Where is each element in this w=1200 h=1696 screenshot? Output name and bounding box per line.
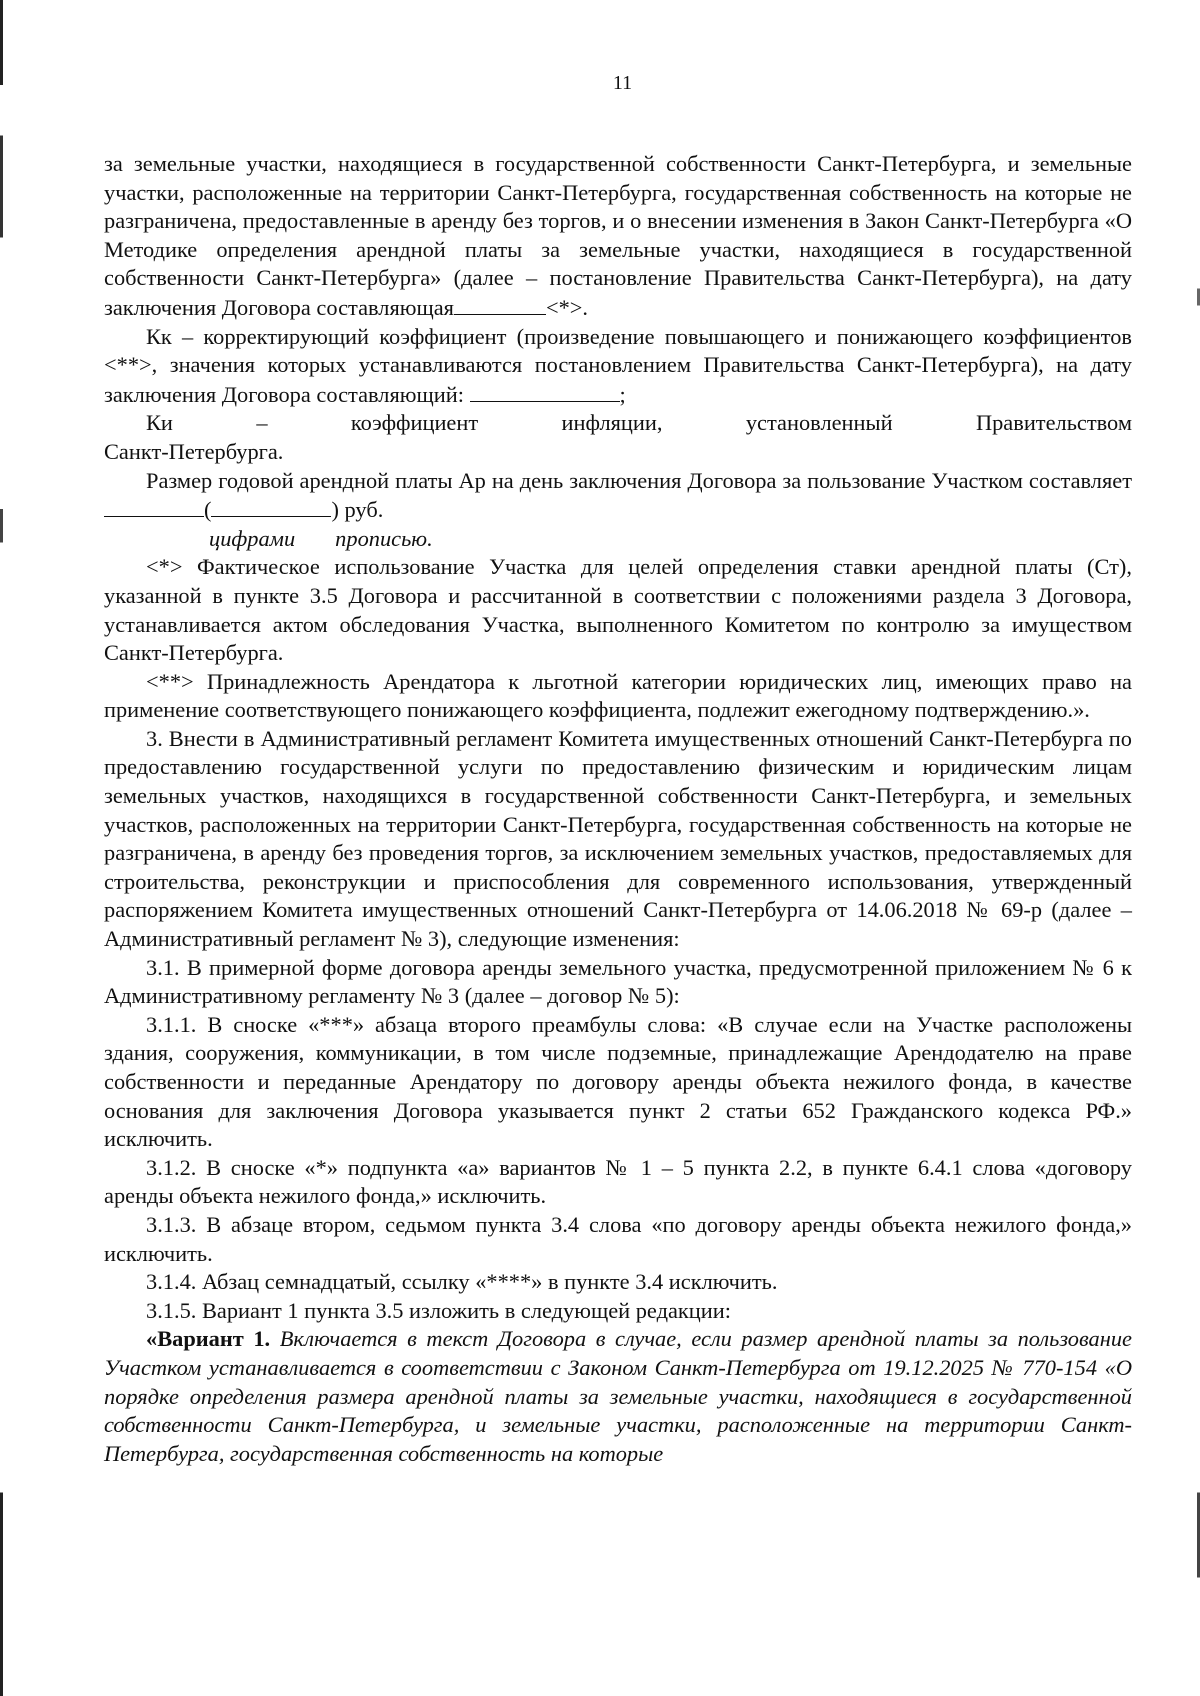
paragraph-annual-rent: Размер годовой арендной платы Ар на день заключения Договора за пользование Участком составляет( ) руб. (104, 467, 1132, 525)
item-3: 3. Внести в Административный регламент Комитета имущественных отношений Санкт-Петербурга по предоставлению государственной услуги по предоставлению физическим и юридическим лицам земельных участков, находящихся в государственной собственности Санкт-Петербурга, и земельных участков, расположенных на территории Санкт-Петербурга, государственная собственность на которые не разграничена, в аренду без проведения торгов, за исключением земельных участков, предоставляемых для строительства, реконструкции и приспособления для современного использования, утвержденный распоряжением Комитета имущественных отношений Санкт-Петербурга от 14.06.2018 № 69-р (далее – Административный регламент № 3), следующие изменения: (104, 725, 1132, 952)
paragraph-ki-end: Санкт-Петербурга. (104, 438, 284, 464)
blank-field-rent-digits (104, 495, 204, 517)
paragraph-methodology: за земельные участки, находящиеся в государственной собственности Санкт-Петербурга, и земельные участки, расположенные на территории Санкт-Петербурга, государственная собственность на которые не разграничена, предоставленные в аренду без торгов, и о внесении изменения в Закон Санкт-Петербурга «О Методике определения арендной платы за земельные участки, находящиеся в государственной собственности Санкт-Петербурга» (далее – постановление Правительства Санкт-Петербурга), на дату заключения Договора составляющая <*>. (104, 151, 1132, 320)
blank-field-rate (454, 293, 546, 315)
page-number: 11 (612, 72, 633, 94)
item-3-1-5: 3.1.5. Вариант 1 пункта 3.5 изложить в следующей редакции: (146, 1297, 731, 1323)
item-3-1: 3.1. В примерной форме договора аренды земельного участка, предусмотренной приложением № 6 к Административному регламенту № 3 (далее – договор № 5): (104, 954, 1132, 1009)
blank-field-kk (470, 380, 620, 402)
paragraph-ki-coefficient-line: Ки – коэффициент инфляции, установленный Правительством (146, 410, 1132, 436)
item-3-1-4: 3.1.4. Абзац семнадцатый, ссылку «****» в пункте 3.4 исключить. (146, 1269, 778, 1295)
item-3-1-3: 3.1.3. В абзаце втором, седьмом пункта 3.4 слова «по договору аренды объекта нежилого фонда,» исключить. (104, 1211, 1132, 1266)
variant-1-text: «Вариант 1. Включается в текст Договора в случае, если размер арендной платы за пользование Участком устанавливается в соответствии с Законом Санкт-Петербурга от 19.12.2025 № 770-154 «О порядке определения размера арендной платы за земельные участки, находящиеся в государственной собственности Санкт-Петербурга, и земельные участки, расположенные на территории Санкт-Петербурга, государственная собственность на которые (104, 1326, 1132, 1466)
item-3-1-2: 3.1.2. В сноске «*» подпункта «а» вариантов № 1 – 5 пункта 2.2, в пункте 6.4.1 слова «договору аренды объекта нежилого фонда,» исключить. (104, 1154, 1132, 1209)
footnote-preferential-category: <**> Принадлежность Арендатора к льготной категории юридических лиц, имеющих право на применение соответствующего понижающего коэффициента, подлежит ежегодному подтверждению.». (104, 668, 1132, 723)
item-3-1-1: 3.1.1. В сноске «***» абзаца второго преамбулы слова: «В случае если на Участке расположены здания, сооружения, коммуникации, в том числе подземные, принадлежащие Арендодателю на праве собственности и переданные Арендатору по договору аренды объекта нежилого фонда, в качестве основания для заключения Договора указывается пункт 2 статьи 652 Гражданского кодекса РФ.» исключить. (104, 1011, 1132, 1152)
blank-field-rent-words (211, 495, 331, 517)
variant-1-label: Вариант 1. (157, 1326, 271, 1352)
document-body (104, 150, 1132, 1468)
rent-field-captions: цифрами прописью. (209, 525, 433, 551)
scan-edge-left (0, 0, 3, 1696)
paragraph-kk-coefficient: Кк – корректирующий коэффициент (произведение повышающего и понижающего коэффициентов <**>, значения которых устанавливаются постановлением Правительства Санкт-Петербурга), на дату заключения Договора составляющий: ; (104, 323, 1132, 407)
footnote-actual-use: <*> Фактическое использование Участка для целей определения ставки арендной платы (Ст), указанной в пункте 3.5 Договора и рассчитанной в соответствии с положениями раздела 3 Договора, устанавливается актом обследования Участка, выполненного Комитетом по контролю за имуществом Санкт-Петербурга. (104, 554, 1132, 666)
